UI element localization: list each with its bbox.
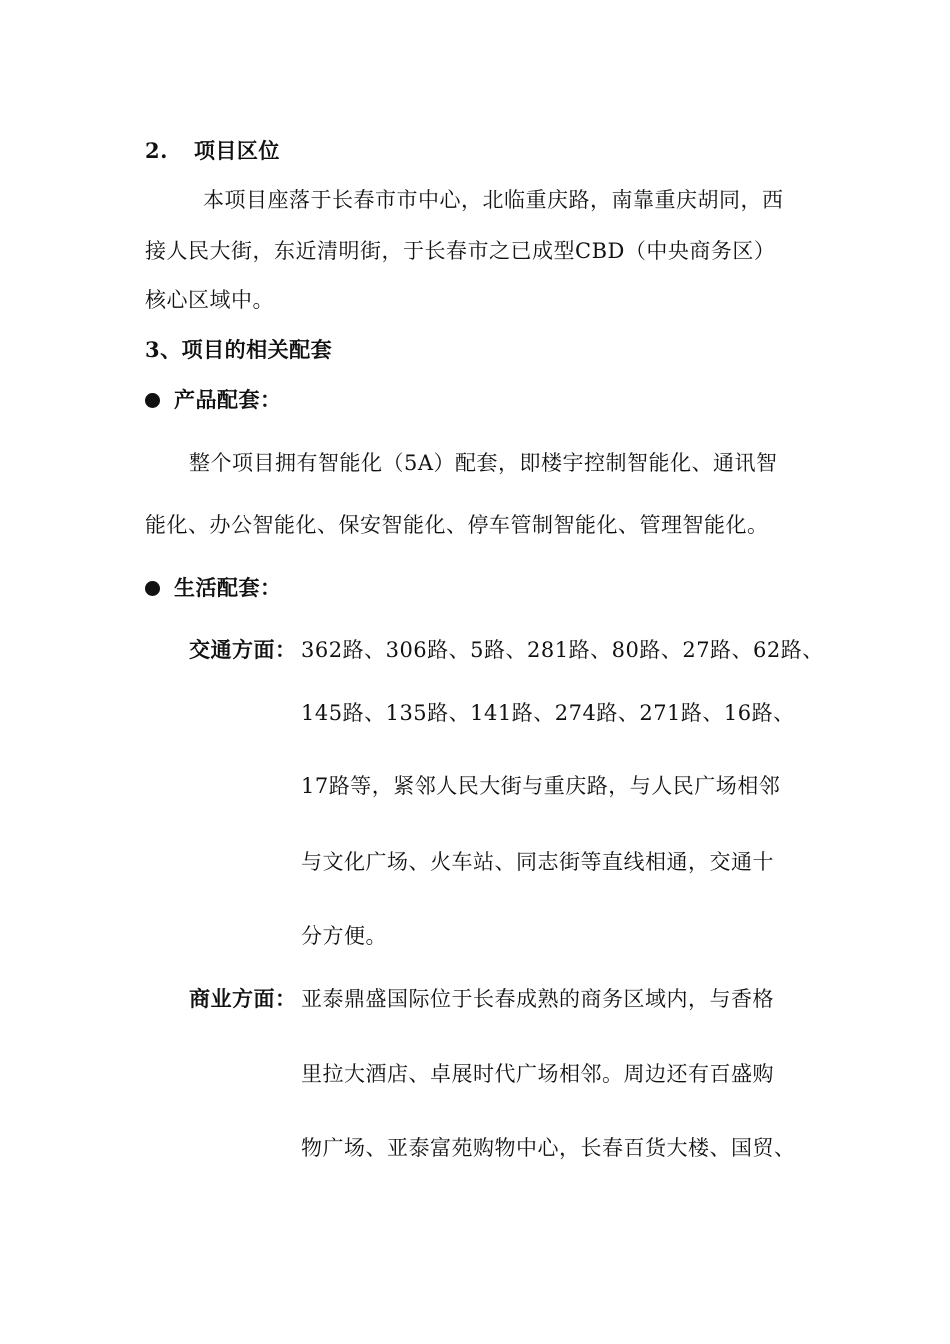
transport-line-3: 17路等，紧邻人民大街与重庆路，与人民广场相邻 [301, 774, 781, 798]
commerce-line-3: 物广场、亚泰富苑购物中心，长春百货大楼、国贸、 [301, 1136, 796, 1160]
living-facilities-heading [145, 574, 282, 602]
section-2-title: 项目区位 [193, 138, 280, 163]
section-2-number: 2. [145, 138, 168, 163]
location-paragraph-line-3: 核心区域中。 [145, 288, 274, 312]
product-facilities-label: 产品配套： [174, 387, 282, 412]
transport-line-2: 145路、135路、141路、274路、271路、16路、 [301, 701, 795, 725]
transport-line-5: 分方便。 [301, 924, 387, 948]
product-facilities-line-2: 能化、办公智能化、保安智能化、停车管制智能化、管理智能化。 [145, 513, 769, 537]
section-2-heading [145, 137, 280, 165]
location-paragraph-line-1: 本项目座落于长春市市中心，北临重庆路，南靠重庆胡同，西 [203, 188, 784, 212]
living-facilities-label: 生活配套： [174, 575, 282, 600]
commerce-line-1: 亚泰鼎盛国际位于长春成熟的商务区域内，与香格 [301, 987, 774, 1011]
bullet-icon [145, 393, 160, 408]
bullet-icon [145, 581, 160, 596]
commerce-line-2: 里拉大酒店、卓展时代广场相邻。周边还有百盛购 [301, 1062, 774, 1086]
transport-line-1: 362路、306路、5路、281路、80路、27路、62路、 [301, 638, 824, 662]
commerce-label: 商业方面： [189, 986, 297, 1011]
section-3-heading: 3、项目的相关配套 [145, 337, 333, 362]
transport-line-4: 与文化广场、火车站、同志街等直线相通，交通十 [301, 850, 774, 874]
product-facilities-heading [145, 386, 282, 414]
location-paragraph-line-2: 接人民大街，东近清明街，于长春市之已成型CBD（中央商务区） [145, 239, 776, 263]
transport-label: 交通方面： [189, 637, 297, 662]
product-facilities-line-1: 整个项目拥有智能化（5A）配套，即楼宇控制智能化、通讯智 [189, 451, 778, 475]
